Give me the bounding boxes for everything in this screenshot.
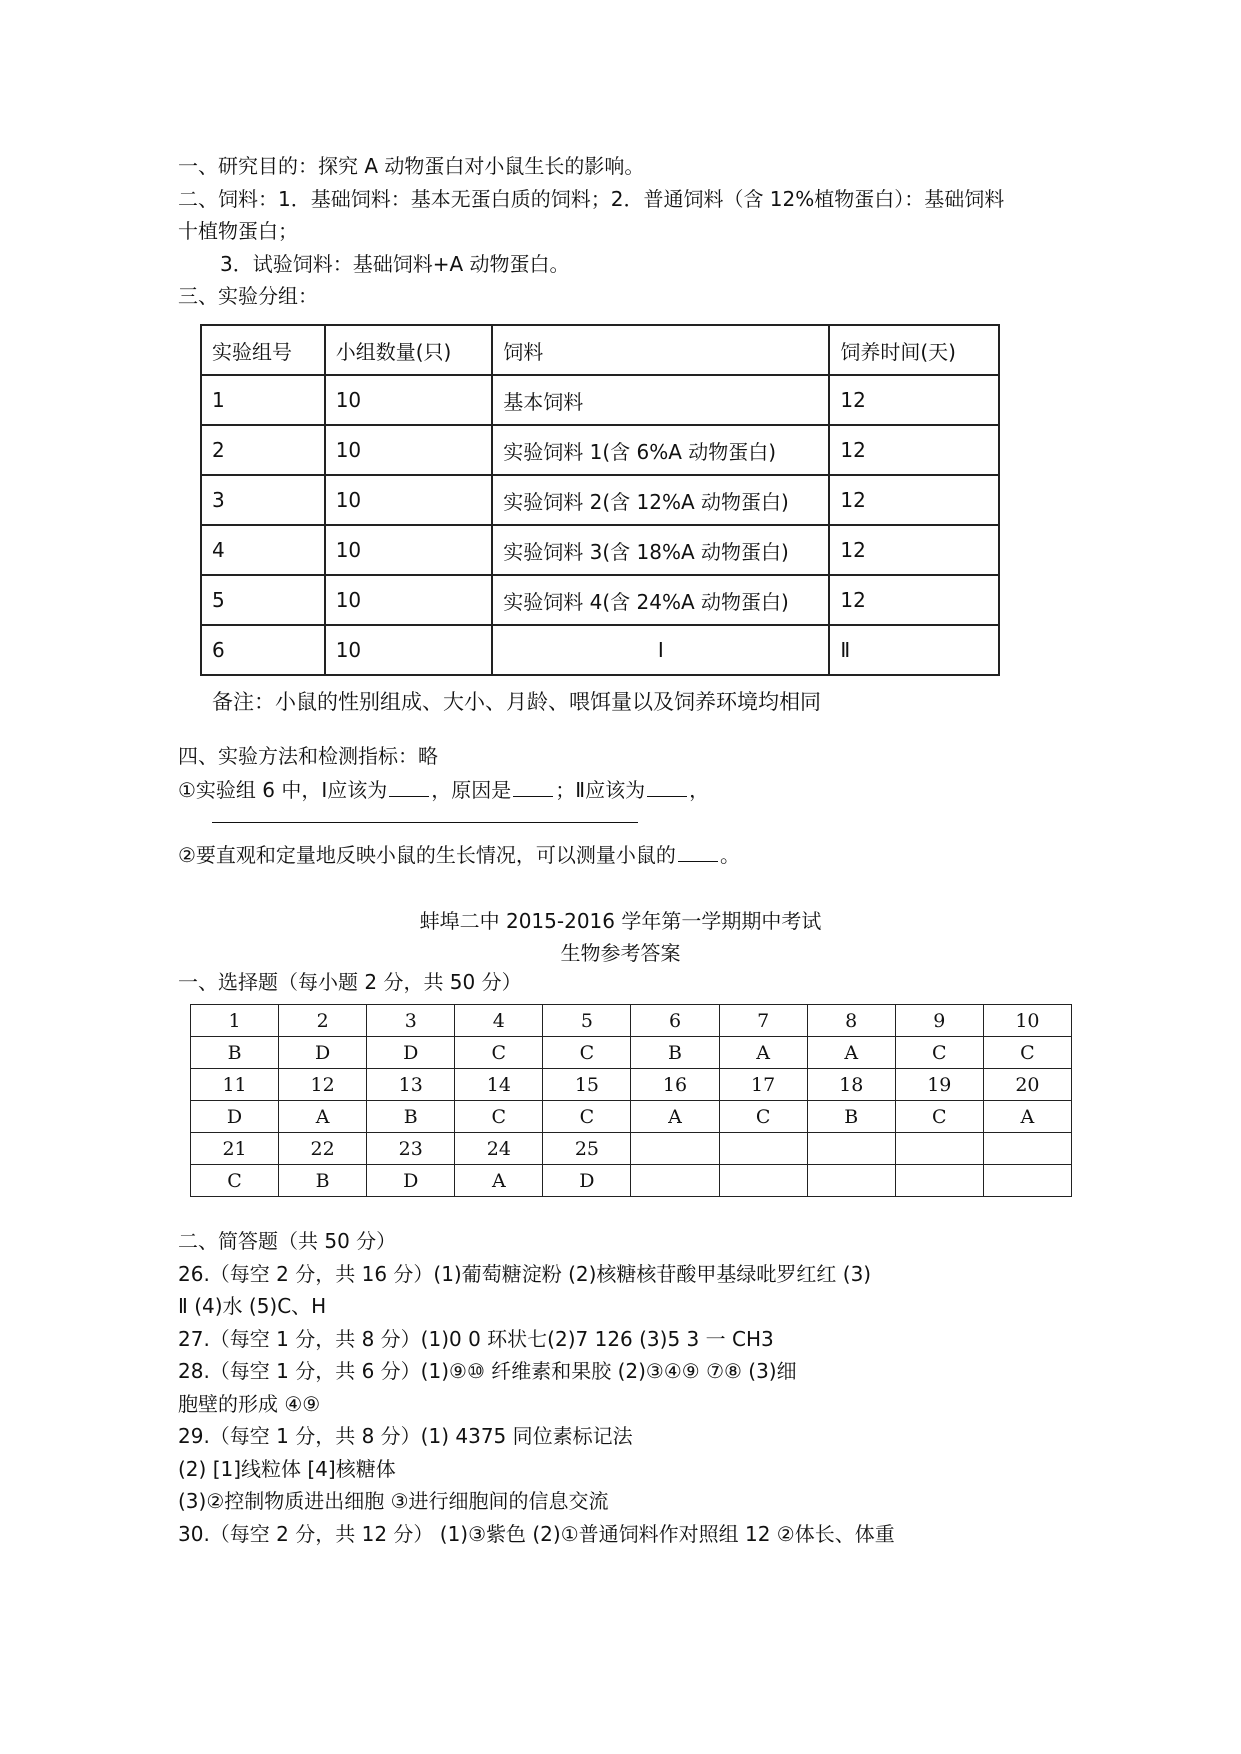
table-cell: 10	[325, 375, 493, 425]
table-row	[201, 425, 999, 475]
table-cell: 21	[191, 1133, 279, 1165]
question-1-part: ，原因是	[431, 778, 512, 802]
table-cell: 6	[631, 1005, 719, 1037]
grouping-table	[200, 324, 1000, 676]
table-cell: C	[719, 1101, 807, 1133]
table-cell: 19	[895, 1069, 983, 1101]
table-row	[191, 1069, 1072, 1101]
table-cell: A	[983, 1101, 1071, 1133]
answer-29-line2: (2) [1]线粒体 [4]核糖体	[178, 1457, 396, 1481]
header-cell: 实验组号	[201, 325, 325, 375]
table-cell: 6	[201, 625, 325, 675]
table-cell: 10	[325, 575, 493, 625]
answer-blank	[647, 776, 687, 797]
table-cell: 12	[829, 425, 999, 475]
section-feed-line3: 3．试验饲料：基础饲料+A 动物蛋白。	[220, 252, 570, 276]
answer-30: 30.（每空 2 分，共 12 分） (1)③紫色 (2)①普通饲料作对照组 12 ②体长、体重	[178, 1522, 895, 1546]
mc-heading: 一、选择题（每小题 2 分，共 50 分）	[178, 970, 522, 994]
table-cell: 实验饲料 3(含 18%A 动物蛋白)	[492, 525, 829, 575]
table-cell: 基本饲料	[492, 375, 829, 425]
table-cell	[807, 1165, 895, 1197]
answer-key-subtitle: 生物参考答案	[560, 941, 681, 965]
table-note: 备注：小鼠的性别组成、大小、月龄、喂饵量以及饲养环境均相同	[212, 690, 821, 714]
table-row	[201, 625, 999, 675]
table-cell: D	[543, 1165, 631, 1197]
table-cell: D	[279, 1037, 367, 1069]
table-cell: B	[191, 1037, 279, 1069]
question-1	[178, 776, 709, 803]
table-row	[201, 375, 999, 425]
table-cell: 2	[279, 1005, 367, 1037]
question-2-part: 。	[719, 843, 740, 867]
sa-heading: 二、简答题（共 50 分）	[178, 1229, 397, 1253]
answer-blank	[513, 776, 553, 797]
table-cell-blank-I: Ⅰ	[492, 625, 829, 675]
section-purpose: 一、研究目的：探究 A 动物蛋白对小鼠生长的影响。	[178, 154, 645, 178]
table-cell: 16	[631, 1069, 719, 1101]
table-cell: 实验饲料 2(含 12%A 动物蛋白)	[492, 475, 829, 525]
table-cell: A	[807, 1037, 895, 1069]
section-grouping-heading: 三、实验分组：	[178, 284, 318, 308]
table-row	[191, 1133, 1072, 1165]
table-cell: 4	[201, 525, 325, 575]
table-cell: 17	[719, 1069, 807, 1101]
table-cell: 20	[983, 1069, 1071, 1101]
table-cell: C	[895, 1101, 983, 1133]
table-cell: 12	[829, 575, 999, 625]
table-header-row	[201, 325, 999, 375]
table-cell: 18	[807, 1069, 895, 1101]
answer-29-line1: 29.（每空 1 分，共 8 分）(1) 4375 同位素标记法	[178, 1424, 633, 1448]
table-cell: B	[367, 1101, 455, 1133]
answer-table	[190, 1004, 1072, 1197]
header-cell: 小组数量(只)	[325, 325, 493, 375]
answer-blank	[678, 841, 718, 862]
table-cell: C	[543, 1101, 631, 1133]
table-cell: B	[279, 1165, 367, 1197]
table-cell: 23	[367, 1133, 455, 1165]
table-cell: D	[191, 1101, 279, 1133]
table-cell: A	[279, 1101, 367, 1133]
table-cell	[895, 1165, 983, 1197]
table-row	[191, 1005, 1072, 1037]
answer-26-line1: 26.（每空 2 分，共 16 分）(1)葡萄糖淀粉 (2)核糖核苷酸甲基绿吡罗红红 (3)	[178, 1262, 872, 1286]
table-cell	[719, 1165, 807, 1197]
table-cell: C	[455, 1101, 543, 1133]
table-cell: 10	[325, 625, 493, 675]
table-cell: 5	[543, 1005, 631, 1037]
table-cell: 11	[191, 1069, 279, 1101]
table-row	[191, 1165, 1072, 1197]
table-cell: 3	[201, 475, 325, 525]
table-row	[201, 475, 999, 525]
table-cell: 4	[455, 1005, 543, 1037]
table-cell: 8	[807, 1005, 895, 1037]
table-cell	[631, 1165, 719, 1197]
table-cell: C	[455, 1037, 543, 1069]
table-cell: 1	[191, 1005, 279, 1037]
question-2	[178, 841, 740, 868]
table-cell: B	[631, 1037, 719, 1069]
table-cell: 10	[983, 1005, 1071, 1037]
answer-26-line2: Ⅱ (4)水 (5)C、H	[178, 1294, 327, 1318]
table-cell: A	[631, 1101, 719, 1133]
table-cell: 12	[829, 475, 999, 525]
section-feed-line2: 十植物蛋白；	[178, 219, 298, 243]
question-1-part: ，	[689, 778, 710, 802]
table-cell	[631, 1133, 719, 1165]
table-cell: 7	[719, 1005, 807, 1037]
table-cell: 15	[543, 1069, 631, 1101]
answer-key-title: 蚌埠二中 2015-2016 学年第一学期期中考试	[419, 909, 822, 933]
table-cell: 10	[325, 525, 493, 575]
table-cell: 12	[829, 375, 999, 425]
answer-blank-long	[212, 822, 638, 823]
answer-27: 27.（每空 1 分，共 8 分）(1)0 0 环状七(2)7 126 (3)5 3 一 CH3	[178, 1327, 774, 1351]
table-cell: 24	[455, 1133, 543, 1165]
table-cell: 12	[829, 525, 999, 575]
table-cell: B	[807, 1101, 895, 1133]
table-cell: 5	[201, 575, 325, 625]
question-1-part: ①实验组 6 中，Ⅰ应该为	[178, 778, 388, 802]
table-cell: 10	[325, 475, 493, 525]
header-cell: 饲料	[492, 325, 829, 375]
table-cell	[895, 1133, 983, 1165]
table-cell: 实验饲料 1(含 6%A 动物蛋白)	[492, 425, 829, 475]
table-cell: 9	[895, 1005, 983, 1037]
table-cell-blank-II: Ⅱ	[829, 625, 999, 675]
table-cell: C	[983, 1037, 1071, 1069]
answer-blank	[389, 776, 429, 797]
table-cell	[807, 1133, 895, 1165]
table-cell: 25	[543, 1133, 631, 1165]
table-cell: 13	[367, 1069, 455, 1101]
section-methods: 四、实验方法和检测指标：略	[178, 744, 438, 768]
table-cell: 1	[201, 375, 325, 425]
table-row	[201, 575, 999, 625]
section-feed-line1: 二、饲料：1．基础饲料：基本无蛋白质的饲料；2．普通饲料（含 12%植物蛋白）：基础饲料	[178, 187, 1005, 211]
table-cell: C	[191, 1165, 279, 1197]
table-row	[191, 1101, 1072, 1133]
table-cell: 3	[367, 1005, 455, 1037]
answer-28-line1: 28.（每空 1 分，共 6 分）(1)⑨⑩ 纤维素和果胶 (2)③④⑨ ⑦⑧ (3)细	[178, 1359, 797, 1383]
table-cell	[719, 1133, 807, 1165]
table-cell: 实验饲料 4(含 24%A 动物蛋白)	[492, 575, 829, 625]
table-cell: 12	[279, 1069, 367, 1101]
table-cell: 22	[279, 1133, 367, 1165]
header-cell: 饲养时间(天)	[829, 325, 999, 375]
table-row	[201, 525, 999, 575]
table-cell: C	[895, 1037, 983, 1069]
question-2-part: ②要直观和定量地反映小鼠的生长情况，可以测量小鼠的	[178, 843, 676, 867]
table-cell	[983, 1133, 1071, 1165]
table-cell: C	[543, 1037, 631, 1069]
table-cell: 2	[201, 425, 325, 475]
table-row	[191, 1037, 1072, 1069]
answer-28-line2: 胞壁的形成 ④⑨	[178, 1392, 321, 1416]
table-cell: A	[455, 1165, 543, 1197]
table-cell	[983, 1165, 1071, 1197]
table-cell: D	[367, 1037, 455, 1069]
table-cell: 14	[455, 1069, 543, 1101]
question-1-part: ；Ⅱ应该为	[555, 778, 646, 802]
answer-29-line3: (3)②控制物质进出细胞 ③进行细胞间的信息交流	[178, 1489, 609, 1513]
table-cell: D	[367, 1165, 455, 1197]
table-cell: A	[719, 1037, 807, 1069]
table-cell: 10	[325, 425, 493, 475]
